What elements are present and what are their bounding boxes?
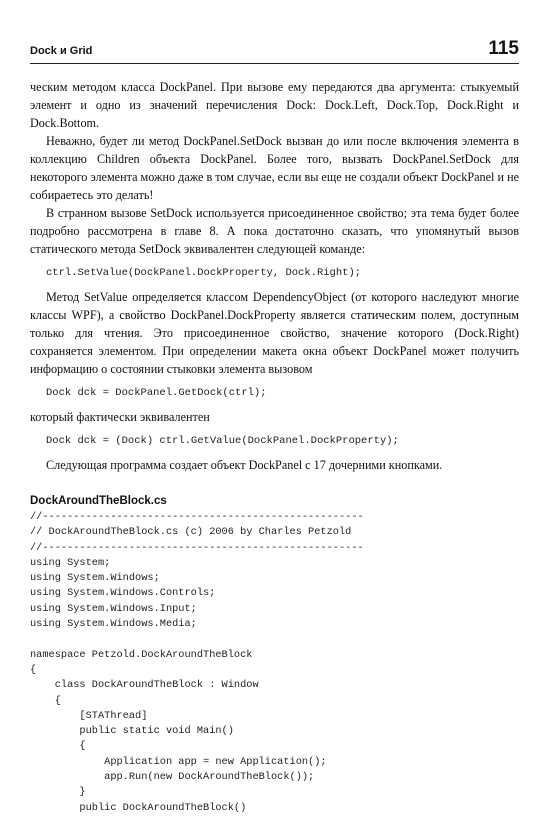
code-snippet-getdock: Dock dck = DockPanel.GetDock(ctrl);	[46, 387, 267, 399]
code-line: using System;	[30, 556, 111, 569]
code-line: using System.Windows.Controls;	[30, 587, 216, 600]
code-line: //----------------------------------------------------	[30, 511, 364, 523]
paragraph-1: ческим методом класса DockPanel. При вызове ему передаются два аргумента: стыкуемый элемент и одно из значений перечисления Dock: Dock.Left, Dock.Top, Dock.Right и Dock.Bottom.	[30, 80, 519, 130]
listing-title: DockAroundTheBlock.cs	[30, 495, 167, 507]
paragraph-4: Метод SetValue определяется классом DependencyObject (от которого наследуют многие классы WPF), а свойство DockPanel.DockProperty является статическим полем, доступным только для чтения. Это присоединенное свойство, значение которого (Dock.Right) сохраняется элементом. При определении макета окна объект DockPanel может получить информацию о состоянии стыковки элемента вызовом	[30, 290, 519, 376]
code-line	[30, 632, 519, 647]
code-line: //----------------------------------------------------	[30, 541, 364, 554]
code-line: class DockAroundTheBlock : Window	[30, 679, 259, 692]
page-header	[30, 22, 519, 62]
code-line: {	[30, 694, 61, 707]
code-line: using System.Windows;	[30, 572, 160, 585]
paragraph-3: В странном вызове SetDock используется присоединенное свойство; эта тема будет более подробно рассмотрена в главе 8. А пока достаточно сказать, что упомянутый вызов статического метода SetDock эквивалентен следующей команде:	[30, 206, 519, 256]
code-line: [STAThread]	[30, 709, 148, 722]
code-line: {	[30, 663, 37, 676]
code-line: public DockAroundTheBlock()	[30, 801, 247, 814]
code-line: // DockAroundTheBlock.cs (c) 2006 by Charles Petzold	[30, 526, 352, 539]
paragraph-6: Следующая программа создает объект DockPanel с 17 дочерними кнопками.	[46, 458, 443, 472]
code-line: }	[30, 786, 86, 799]
code-line: public static void Main()	[30, 725, 234, 738]
code-line: app.Run(new DockAroundTheBlock());	[30, 771, 315, 784]
page-body	[30, 78, 519, 816]
code-snippet-getvalue: Dock dck = (Dock) ctrl.GetValue(DockPanel.DockProperty);	[46, 435, 399, 447]
code-line: {	[30, 740, 86, 753]
code-listing	[30, 510, 519, 816]
paragraph-2: Неважно, будет ли метод DockPanel.SetDock вызван до или после включения элемента в коллекцию Children объекта DockPanel. Более того, вызвать DockPanel.SetDock для некоторого элемента можно даже в том случае, если вы еще не создали объект DockPanel и не собираетесь это делать!	[30, 134, 519, 202]
code-line: using System.Windows.Input;	[30, 602, 197, 615]
running-head: Dock и Grid	[30, 45, 93, 57]
code-line: using System.Windows.Media;	[30, 618, 197, 631]
paragraph-5: который фактически эквивалентен	[30, 410, 210, 424]
header-rule	[30, 63, 519, 64]
code-line: namespace Petzold.DockAroundTheBlock	[30, 648, 253, 661]
page-number: 115	[488, 38, 519, 59]
code-line: Application app = new Application();	[30, 755, 327, 768]
code-snippet-setvalue: ctrl.SetValue(DockPanel.DockProperty, Dock.Right);	[46, 267, 362, 279]
